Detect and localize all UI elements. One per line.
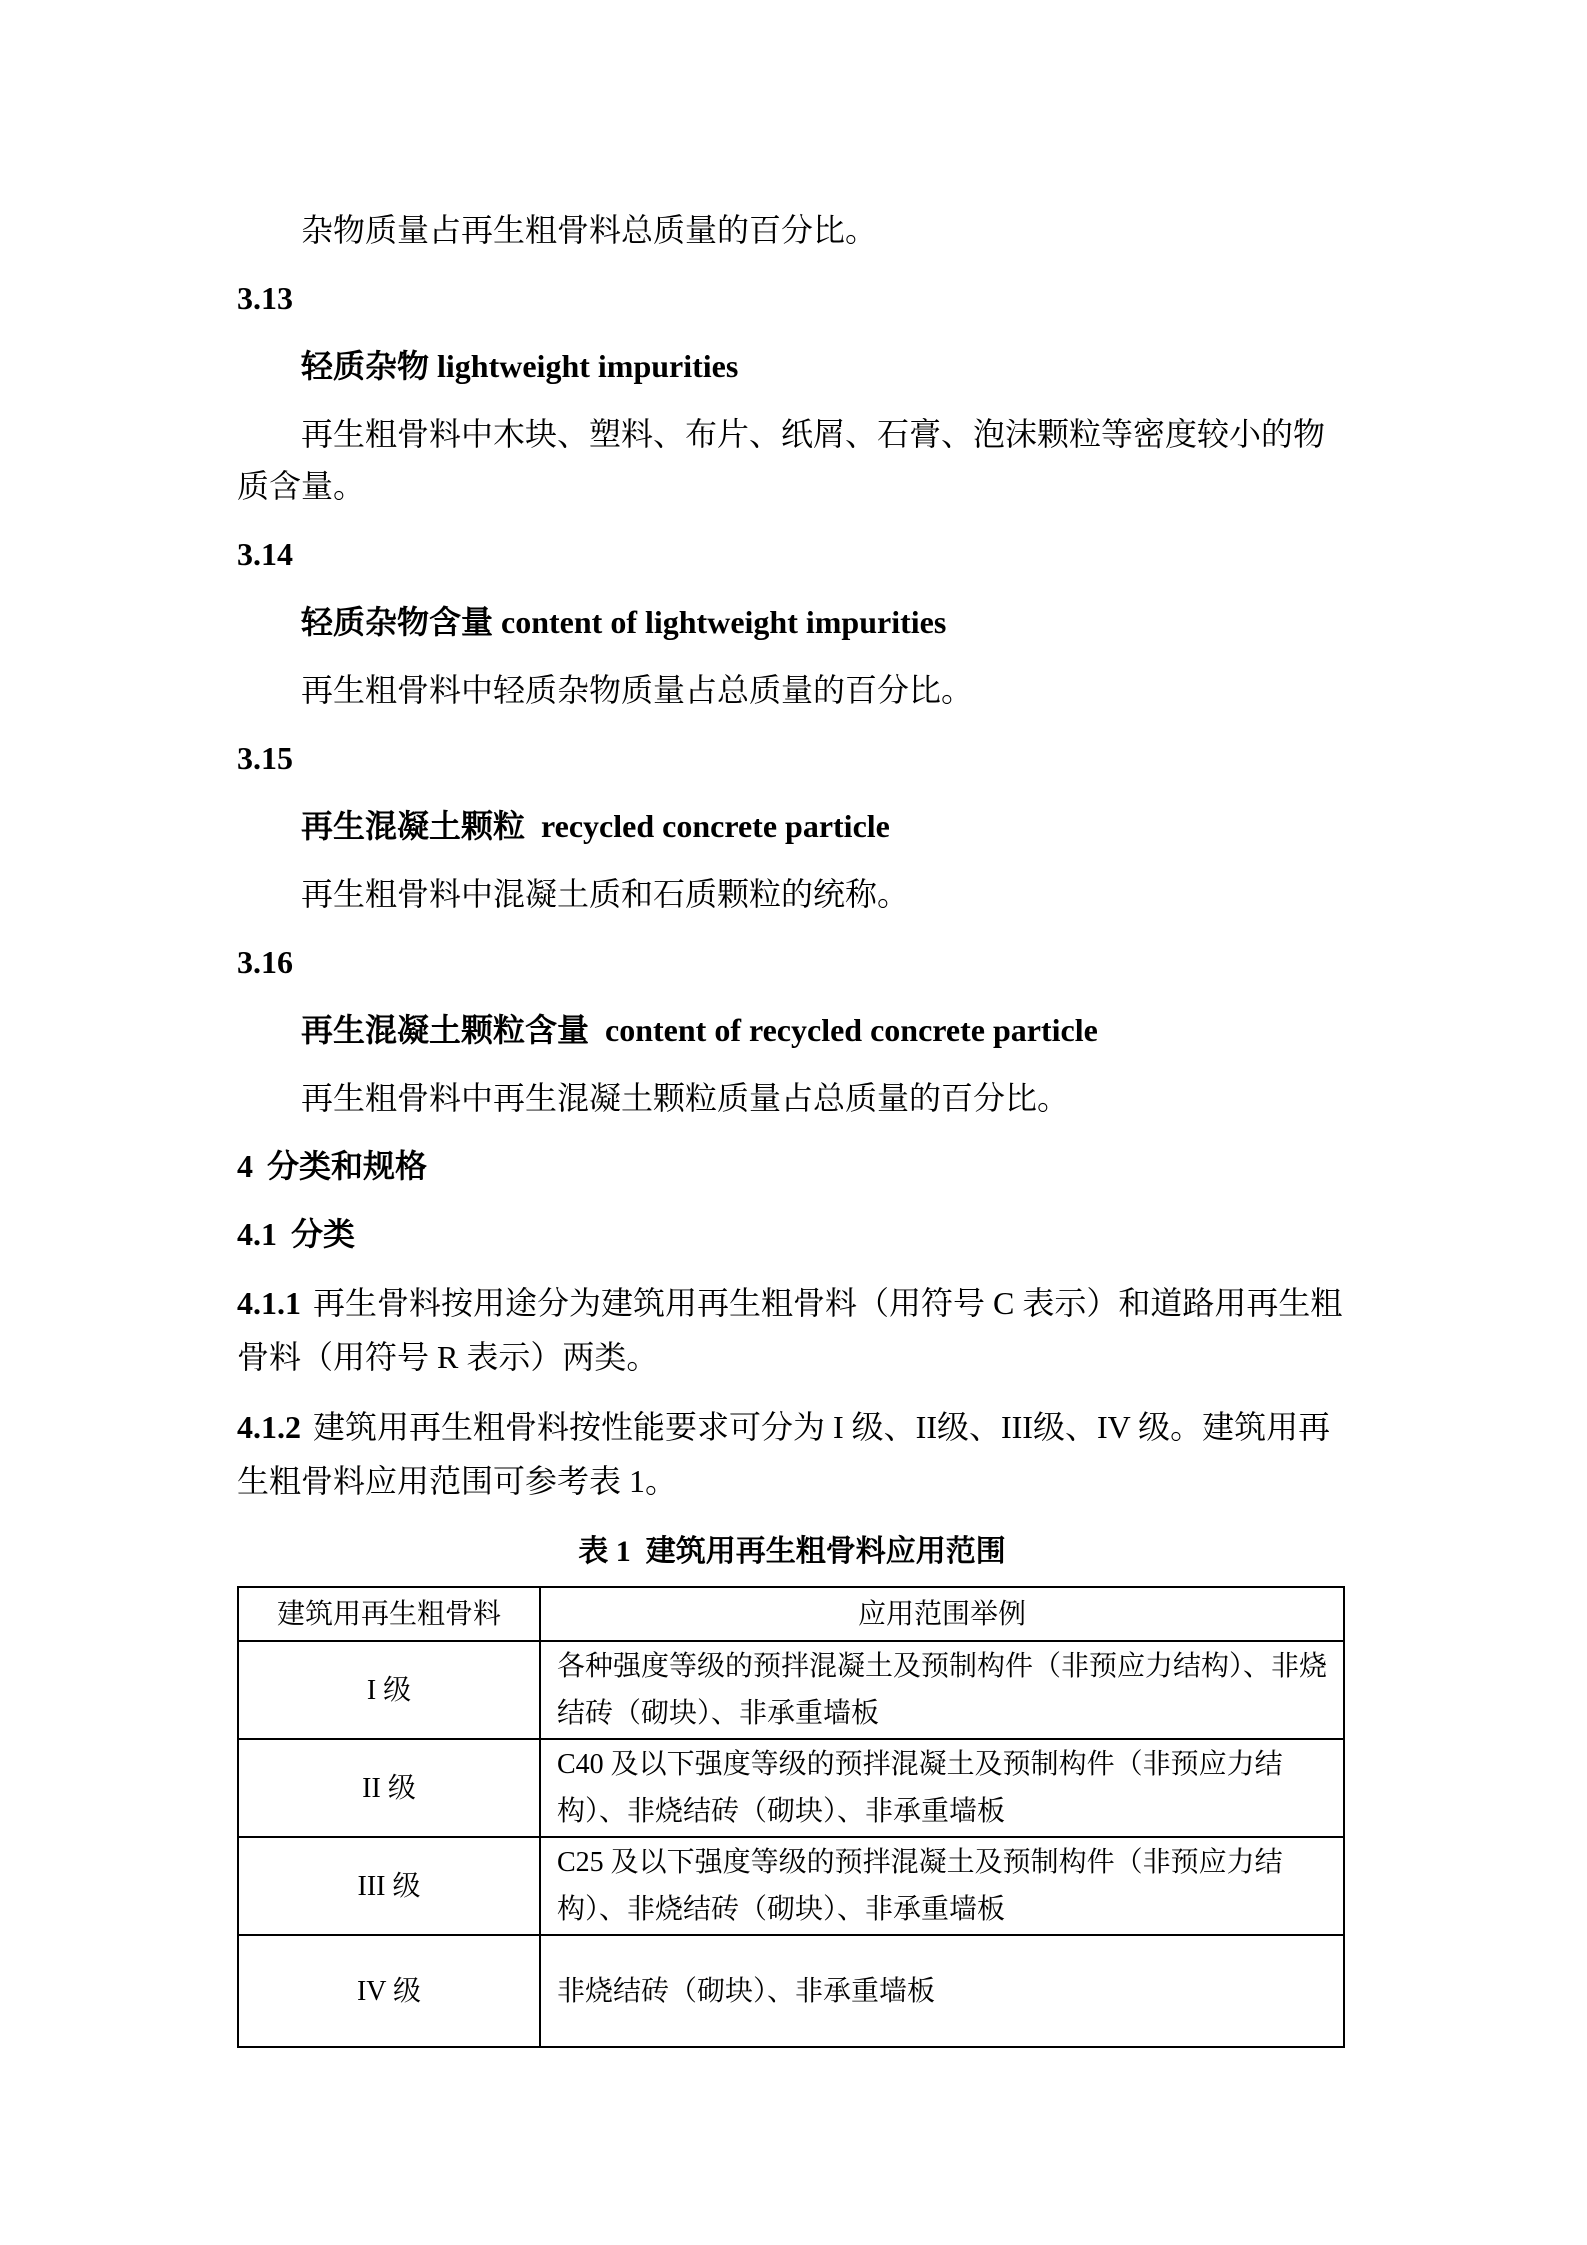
chapter-title: 分类和规格 [267, 1148, 428, 1184]
term-3-13: 轻质杂物 lightweight impurities [301, 348, 739, 384]
clause-text: 建筑用再生粗骨料按性能要求可分为 I 级、II级、III级、IV 级。建筑用再生粗骨料应用范围可参考表 1。 [237, 1409, 1331, 1499]
clause-text: 再生骨料按用途分为建筑用再生粗骨料（用符号 C 表示）和道路用再生粗骨料（用符号 R 表示）两类。 [237, 1285, 1343, 1375]
term-3-16: 再生混凝土颗粒含量 content of recycled concrete particle [301, 1012, 1098, 1048]
clause-4-1-2 [237, 1400, 1347, 1508]
table-caption: 表 1 建筑用再生粗骨料应用范围 [578, 1535, 1006, 1568]
grade-cell: II 级 [238, 1739, 540, 1837]
subsection-heading [237, 1208, 1347, 1260]
grade-column-header: 建筑用再生粗骨料 [238, 1587, 540, 1641]
scope-cell: C40 及以下强度等级的预拌混凝土及预制构件（非预应力结构）、非烧结砖（砌块）、非承重墙板 [540, 1739, 1344, 1837]
table-row-grade-2 [238, 1739, 1344, 1837]
scope-cell: 非烧结砖（砌块）、非承重墙板 [540, 1935, 1344, 2047]
section-number-3-15: 3.15 [237, 740, 293, 776]
term-3-15: 再生混凝土颗粒 recycled concrete particle [301, 808, 890, 844]
scope-column-header: 应用范围举例 [540, 1587, 1344, 1641]
definition-3-16: 再生粗骨料中再生混凝土颗粒质量占总质量的百分比。 [301, 1080, 1070, 1116]
clause-4-1-1 [237, 1276, 1347, 1384]
intro-paragraph: 杂物质量占再生粗骨料总质量的百分比。 [301, 212, 878, 248]
application-scope-table [237, 1586, 1345, 2048]
clause-number: 4.1.2 [237, 1409, 301, 1445]
subsection-title: 分类 [291, 1216, 356, 1252]
section-number-3-14: 3.14 [237, 536, 293, 572]
definition-3-15: 再生粗骨料中混凝土质和石质颗粒的统称。 [301, 876, 910, 912]
section-number-3-16: 3.16 [237, 944, 293, 980]
definition-3-13: 再生粗骨料中木块、塑料、布片、纸屑、石膏、泡沫颗粒等密度较小的物质含量。 [237, 416, 1326, 504]
chapter-heading [237, 1140, 1347, 1192]
table-header-row [238, 1587, 1344, 1641]
table-row-grade-4 [238, 1935, 1344, 2047]
subsection-number: 4.1 [237, 1216, 277, 1252]
section-number-3-13: 3.13 [237, 280, 293, 316]
clause-number: 4.1.1 [237, 1285, 301, 1321]
grade-cell: I 级 [238, 1641, 540, 1739]
term-3-14: 轻质杂物含量 content of lightweight impurities [301, 604, 947, 640]
table-row-grade-3 [238, 1837, 1344, 1935]
scope-cell: C25 及以下强度等级的预拌混凝土及预制构件（非预应力结构）、非烧结砖（砌块）、非承重墙板 [540, 1837, 1344, 1935]
chapter-number: 4 [237, 1148, 253, 1184]
table-row-grade-1 [238, 1641, 1344, 1739]
grade-cell: IV 级 [238, 1935, 540, 2047]
grade-cell: III 级 [238, 1837, 540, 1935]
scope-cell: 各种强度等级的预拌混凝土及预制构件（非预应力结构）、非烧结砖（砌块）、非承重墙板 [540, 1641, 1344, 1739]
definition-3-14: 再生粗骨料中轻质杂物质量占总质量的百分比。 [301, 672, 974, 708]
